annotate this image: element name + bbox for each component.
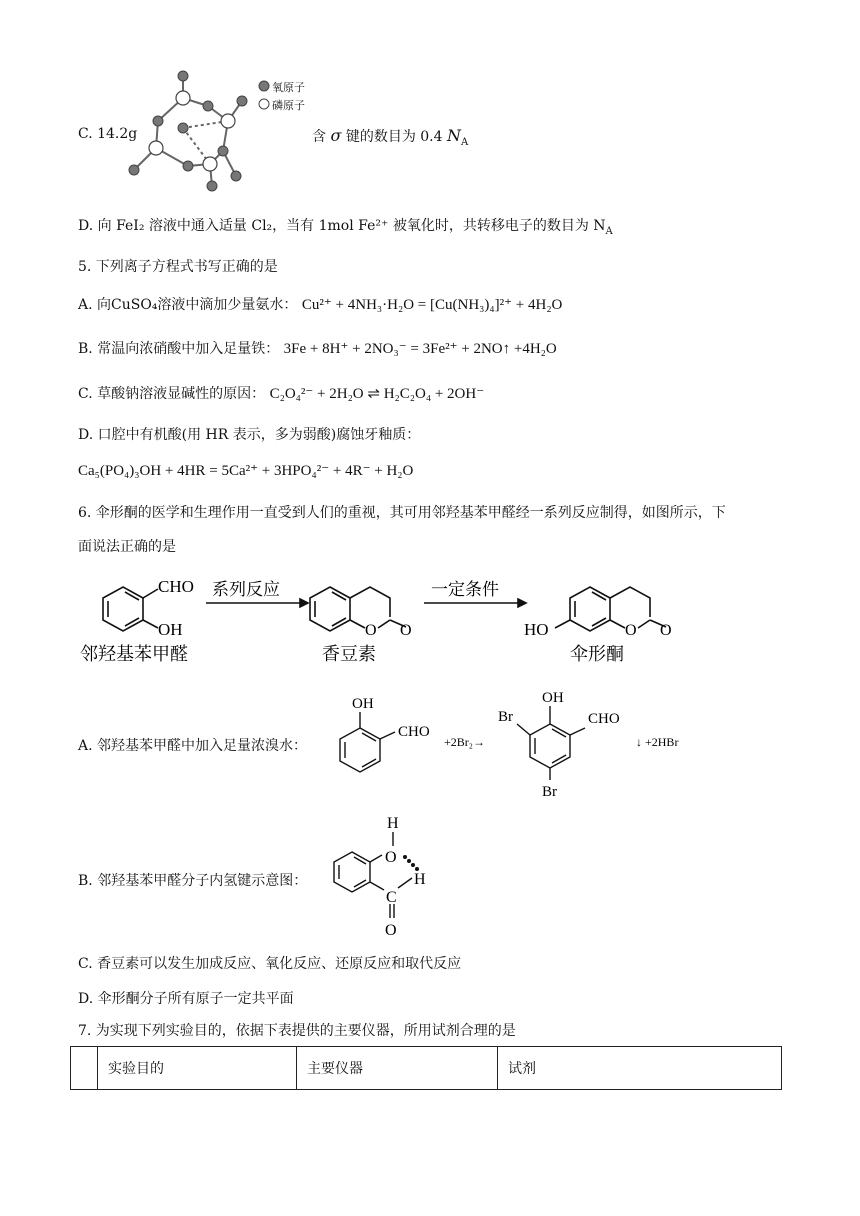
q5-a-equation: Cu²⁺ + 4NH₃·H₂O = [Cu(NH₃)₄]²⁺ + 4H₂O — [301, 297, 563, 313]
q6-b-o-top: O — [385, 849, 397, 866]
table-header-row — [71, 1047, 782, 1090]
scheme-name-2: 香豆素 — [322, 644, 376, 665]
table-header-cell: 主要仪器 — [297, 1047, 498, 1090]
q6-a-oh-1: OH — [352, 696, 374, 712]
scheme-ho: HO — [524, 620, 549, 639]
q6-a-label: A. 邻羟基苯甲醛中加入足量浓溴水： — [78, 738, 308, 754]
q6-a-equation — [320, 688, 700, 800]
reaction-scheme — [78, 565, 698, 670]
legend-oxygen: 氧原子 — [272, 81, 305, 94]
q6-b-h-top: H — [387, 815, 399, 832]
table-header-cell — [71, 1047, 98, 1090]
q6-b-label: B. 邻羟基苯甲醛分子内氢键示意图： — [78, 873, 308, 889]
q6-option-d: D. 伞形酮分子所有原子一定共平面 — [78, 991, 294, 1007]
q5-b-equation: 3Fe + 8H⁺ + 2NO₃⁻ = 3Fe²⁺ + 2NO↑ +4H₂O — [283, 341, 557, 357]
scheme-oh: OH — [158, 620, 183, 639]
q6-b-h-right: H — [414, 871, 426, 888]
q5-option-c — [78, 383, 484, 403]
legend-phosphorus: 磷原子 — [272, 99, 305, 112]
q6-a-cho-2: CHO — [588, 711, 620, 727]
avogadro-symbol: N — [447, 126, 461, 145]
scheme-name-3: 伞形酮 — [570, 644, 624, 665]
q6-option-c: C. 香豆素可以发生加成反应、氧化反应、还原反应和取代反应 — [78, 956, 462, 972]
q5-d-equation: Ca₅(PO₄)₃OH + 4HR = 5Ca²⁺ + 3HPO₄²⁻ + 4R⁻ + H₂O — [78, 463, 414, 479]
c-prefix: C. 14.2g — [78, 126, 138, 142]
scheme-o-carbonyl-1: O — [400, 622, 412, 639]
sigma-symbol: σ — [330, 126, 342, 145]
scheme-cho: CHO — [158, 577, 194, 596]
c-text-a: 含 — [312, 129, 326, 145]
table-header-cell: 试剂 — [498, 1047, 782, 1090]
scheme-name-1: 邻羟基苯甲醛 — [80, 644, 188, 665]
scheme-o-carbonyl-2: O — [660, 622, 672, 639]
d-statement — [78, 215, 613, 237]
q6-stem-2: 面说法正确的是 — [78, 539, 176, 555]
q6-a-oh-2: OH — [542, 690, 564, 706]
c-statement — [312, 126, 468, 148]
q6-a-br-1: Br — [498, 709, 513, 725]
q5-option-b — [78, 338, 557, 358]
q5-a-label: A. 向CuSO₄溶液中滴加少量氨水： — [78, 297, 298, 313]
d-text: D. 向 FeI₂ 溶液中通入适量 Cl₂，当有 1mol Fe²⁺ 被氧化时，共转移电子的数目为 N — [78, 218, 606, 234]
scheme-o-ring-1: O — [365, 622, 377, 639]
q6-b-hbond-diagram — [322, 812, 442, 940]
q7-stem: 7. 为实现下列实验目的，依据下表提供的主要仪器，所用试剂合理的是 — [78, 1023, 516, 1039]
q5-stem: 5. 下列离子方程式书写正确的是 — [78, 259, 278, 275]
scheme-o-ring-2: O — [625, 622, 637, 639]
q6-stem-1: 6. 伞形酮的医学和生理作用一直受到人们的重视，其可用邻羟基苯甲醛经一系列反应制得，如图所示，下 — [78, 505, 726, 521]
table-header-cell: 实验目的 — [98, 1047, 297, 1090]
avogadro-sub: A — [461, 136, 469, 148]
q5-c-label: C. 草酸钠溶液显碱性的原因： — [78, 386, 266, 402]
q5-option-d: D. 口腔中有机酸(用 HR 表示，多为弱酸)腐蚀牙釉质： — [78, 427, 421, 443]
c-text-b: 键的数目为 0.4 — [345, 129, 443, 145]
q6-a-br-2: Br — [542, 784, 557, 800]
scheme-arrow2-label: 一定条件 — [431, 580, 499, 600]
q5-option-a — [78, 294, 562, 314]
q6-a-plus: +2Br₂→ — [444, 735, 485, 749]
q6-a-cho-1: CHO — [398, 724, 430, 740]
d-sub: A — [605, 225, 613, 237]
q7-table — [70, 1046, 782, 1090]
q6-b-c: C — [386, 889, 397, 906]
q6-b-o-bottom: O — [385, 922, 397, 939]
q6-a-tail: ↓ +2HBr — [636, 735, 679, 749]
q5-c-equation: C₂O₄²⁻ + 2H₂O ⇌ H₂C₂O₄ + 2OH⁻ — [269, 386, 485, 402]
scheme-arrow1-label: 系列反应 — [212, 580, 280, 600]
q5-b-label: B. 常温向浓硝酸中加入足量铁： — [78, 341, 280, 357]
